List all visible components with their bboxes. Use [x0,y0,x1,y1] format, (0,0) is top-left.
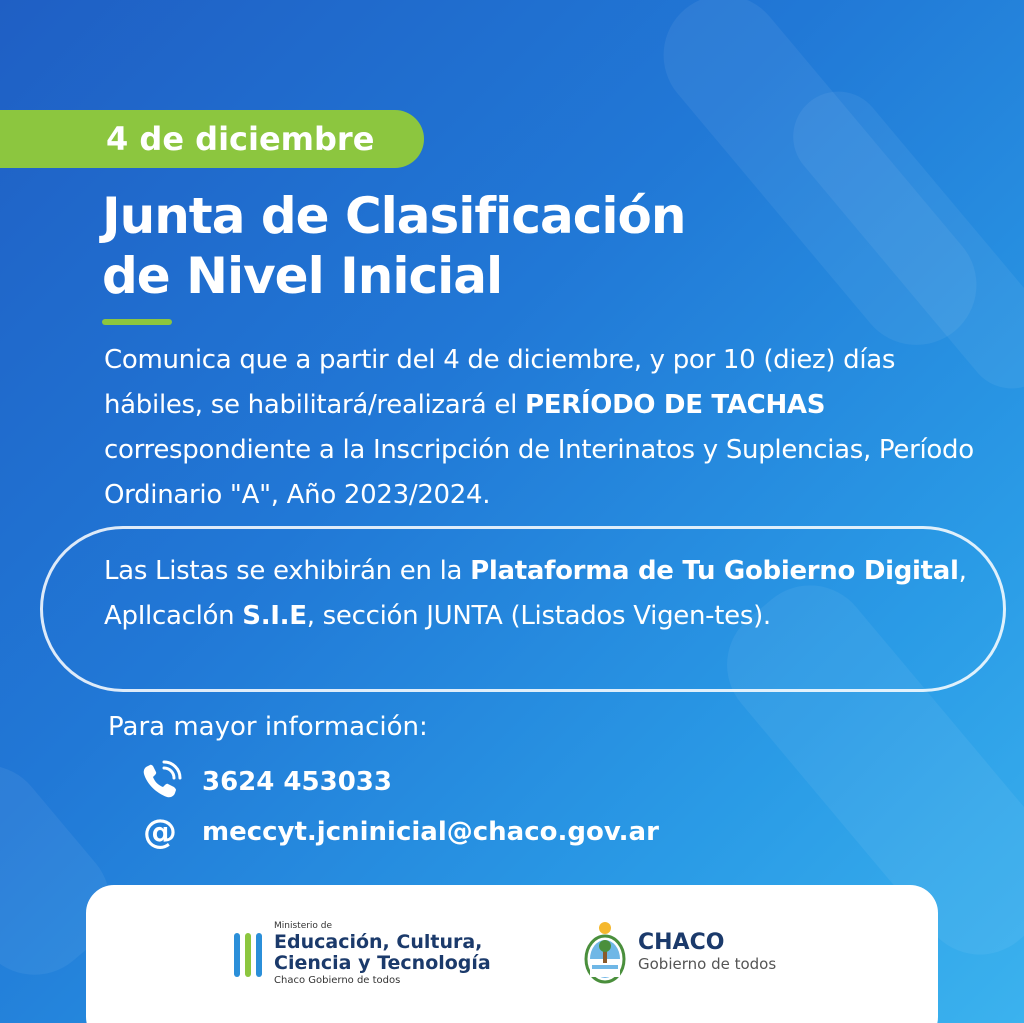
date-tag-text: 4 de diciembre [106,120,375,158]
at-icon: @ [143,812,177,852]
footer-card [86,885,938,1023]
chaco-logo [582,919,776,985]
lists-info-text [104,549,984,639]
phone-icon [138,760,182,804]
body-part-1: Comunica que a partir del 4 de diciembre, y por 10 (diez) días hábiles, se habilitará/realizará el [104,345,896,420]
chaco-name: CHACO [638,930,725,955]
chaco-seal-icon [582,919,628,985]
title-line-1: Junta de Clasificación [102,187,686,245]
ministry-bars-icon [234,933,262,977]
pill-part-1: Las Listas se exhibirán en la [104,556,471,586]
info-label: Para mayor información: [108,712,428,742]
ministry-tag: Chaco Gobierno de todos [274,975,401,986]
email-contact[interactable] [138,810,659,854]
ministry-small: Ministerio de [274,921,333,931]
ministry-line-2: Ciencia y Tecnología [274,952,491,974]
ministry-logo [234,921,491,988]
page-title [102,186,862,306]
pill-part-2: , ApIlcaclón [104,556,967,631]
email-address: meccyt.jcninicial@chaco.gov.ar [202,817,659,847]
phone-number: 3624 453033 [202,767,392,797]
pill-bold-2: S.I.E [242,601,307,631]
body-bold-1: PERÍODO DE TACHAS [524,390,826,420]
announcement-text [104,338,984,518]
body-part-2: correspondiente a la Inscripción de Interinatos y Suplencias, Período Ordinario "A", Año 2023/2024. [104,435,974,510]
title-line-2: de Nivel Inicial [102,247,503,305]
date-tag [0,110,424,168]
accent-line [102,319,172,325]
ministry-line-1: Educación, Cultura, [274,931,483,953]
phone-contact[interactable] [138,760,392,804]
chaco-tag: Gobierno de todos [638,955,777,973]
pill-part-3: , sección JUNTA (Listados Vigen-tes). [306,601,771,631]
pill-bold-1: Plataforma de Tu Gobierno Digital [470,556,959,586]
